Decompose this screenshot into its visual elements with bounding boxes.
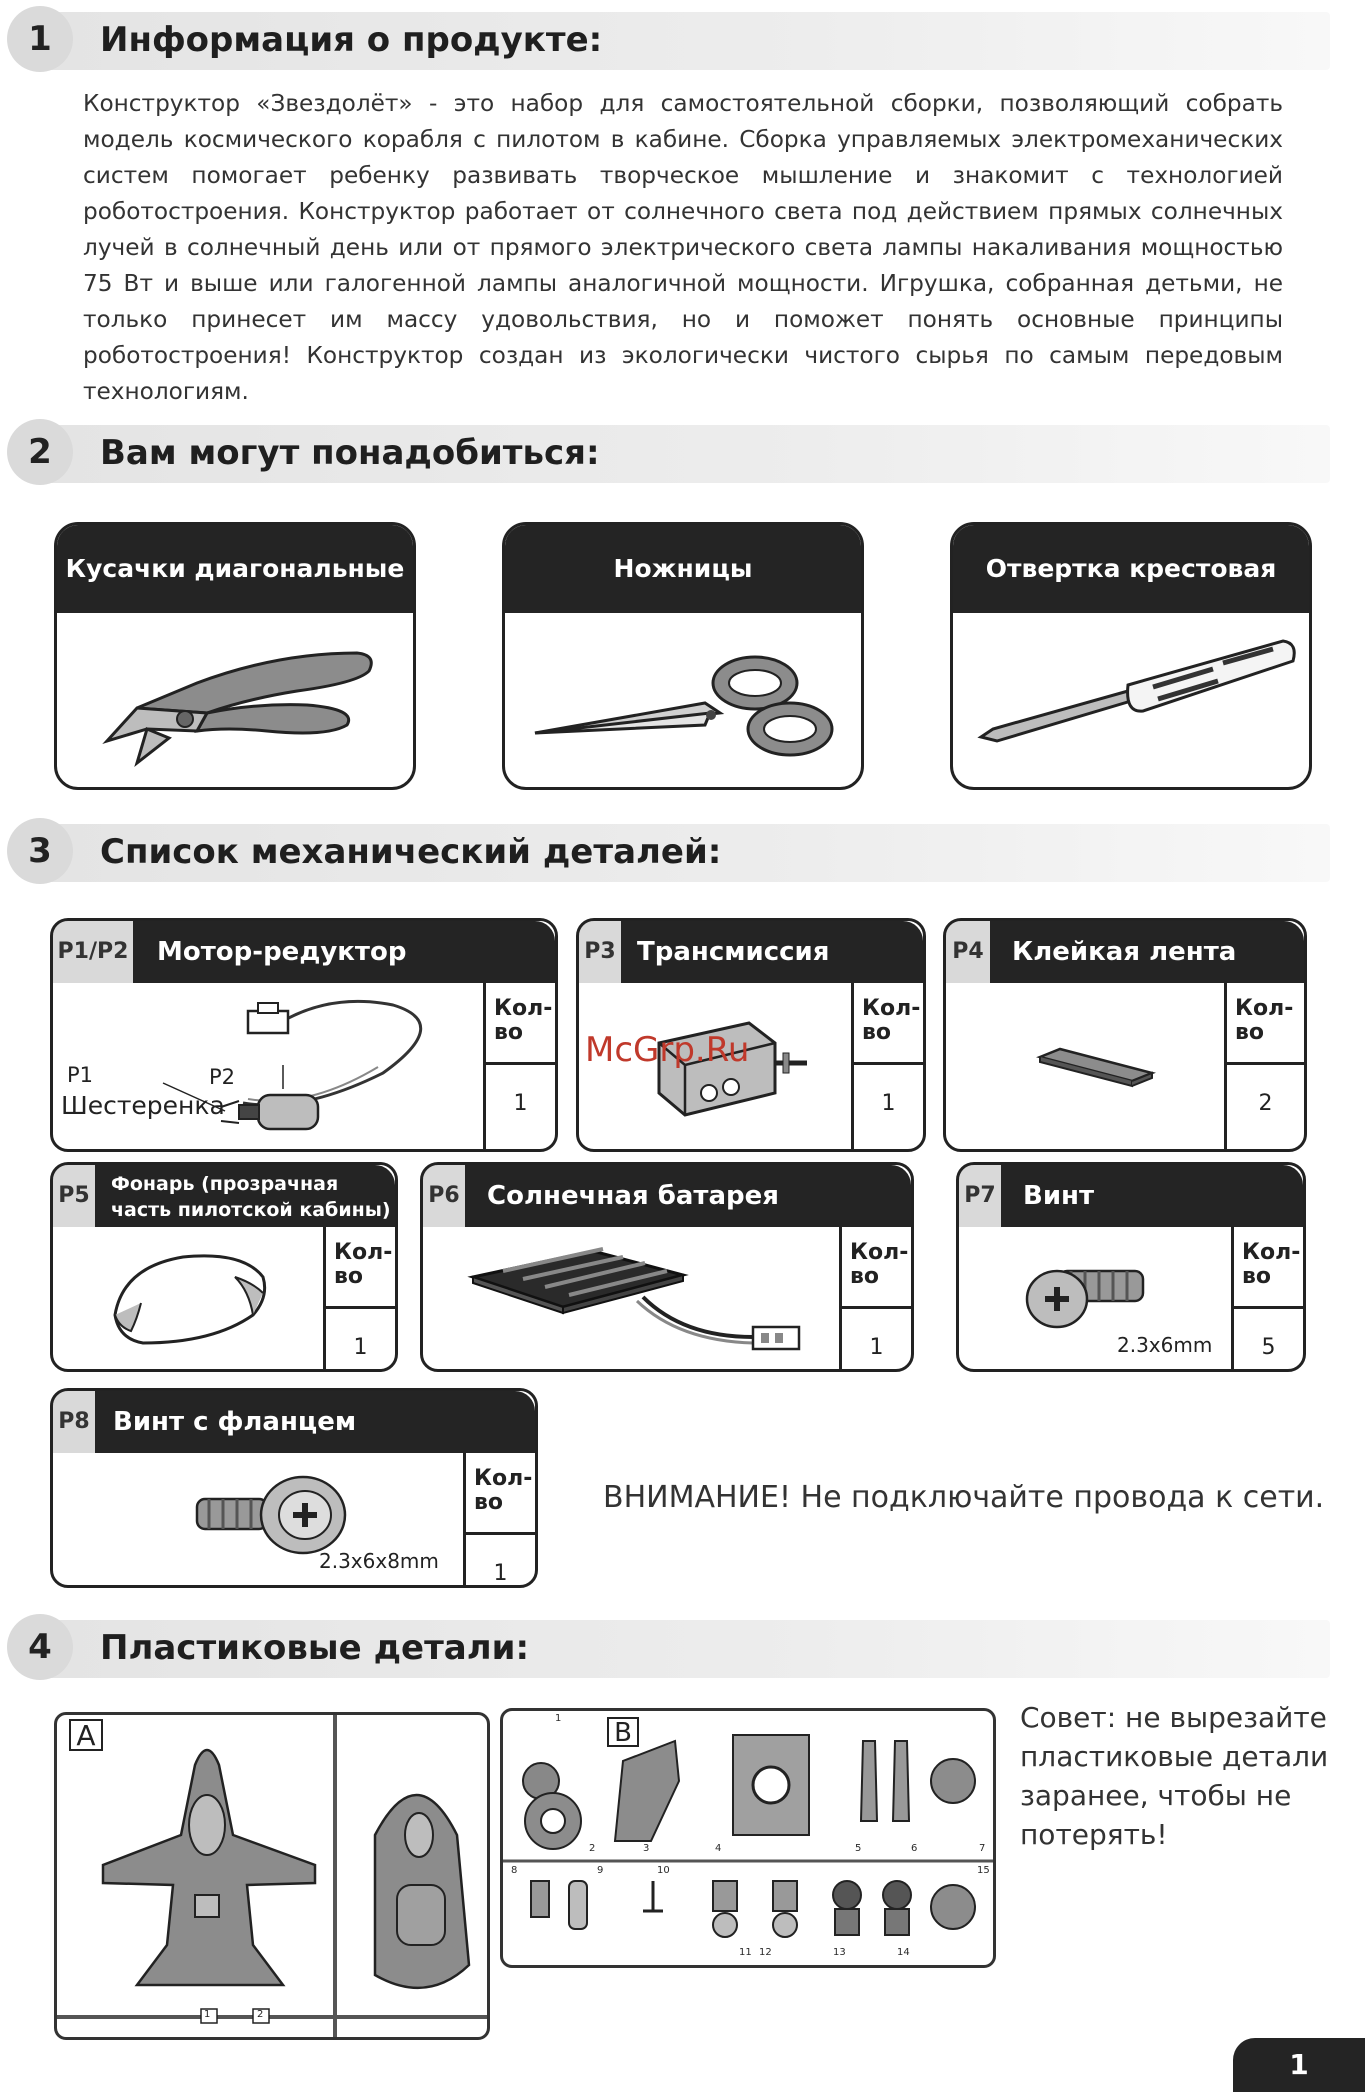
qty-value: 1 xyxy=(513,1091,528,1116)
qty-value: 5 xyxy=(1261,1335,1276,1360)
part-card-p4 xyxy=(943,918,1307,1152)
part-card-p8 xyxy=(50,1388,538,1588)
tool-card-scissors xyxy=(502,522,864,790)
cockpit-parts-icon xyxy=(503,1711,993,1965)
solar-panel-icon xyxy=(423,1227,839,1369)
part-name: Винт xyxy=(1023,1181,1095,1211)
tool-label: Отвертка крестовая xyxy=(953,525,1309,613)
part-name: Мотор-редуктор xyxy=(157,937,407,967)
section-4-header xyxy=(0,1614,1330,1680)
sprue-b xyxy=(500,1708,996,1968)
gear-motor-icon xyxy=(53,983,483,1149)
section-title: Вам могут понадобиться: xyxy=(100,433,600,473)
section-number: 2 xyxy=(7,419,73,485)
part-name-line2: часть пилотской кабины) xyxy=(111,1199,391,1221)
sprue-number: 9 xyxy=(597,1865,604,1876)
part-id: P1/P2 xyxy=(53,921,133,983)
warning-text: ВНИМАНИЕ! Не подключайте провода к сети. xyxy=(603,1480,1325,1515)
callout-gear: Шестеренка xyxy=(61,1091,225,1120)
product-description: Конструктор «Звездолёт» - это набор для самостоятельной сборки, позволяющий собрать модель космического корабля с пилотом в кабине. Сборка управляемых электромеханических систем помогает ребенку развивать творческое мышление и знакомит с технологией роботостроения. Конструктор работает от солнечного света под действием прямых солнечных лучей в солнечный день или от прямого электрического света лампы накаливания мощностью 75 Вт и выше или галогенной лампы аналогичной мощности. Игрушка, собранная детьми, не только принесет им массу удовольствия, но и поможет понять основные принципы роботостроения! Конструктор создан из экологически чистого сырья по самым передовым технологиям. xyxy=(83,90,1283,405)
sprue-number: 3 xyxy=(643,1843,650,1854)
callout-p1: P1 xyxy=(67,1063,94,1087)
sprue-number: 11 xyxy=(739,1947,752,1958)
part-card-p5 xyxy=(50,1162,398,1372)
part-id: P5 xyxy=(53,1165,95,1227)
qty-label: Кол-во xyxy=(1234,1227,1303,1309)
sprue-number: 5 xyxy=(855,1843,862,1854)
part-name: Винт с фланцем xyxy=(113,1407,357,1437)
spaceship-parts-icon xyxy=(57,1715,487,2037)
part-id: P6 xyxy=(423,1165,465,1227)
sprue-number: 10 xyxy=(657,1865,670,1876)
part-id: P3 xyxy=(579,921,621,983)
sprue-number: 2 xyxy=(589,1843,596,1854)
tip-text: Совет: не вырезайте пластиковые детали заранее, чтобы не потерять! xyxy=(1020,1701,1329,1851)
section-number: 4 xyxy=(7,1614,73,1680)
section-number: 3 xyxy=(7,818,73,884)
scissors-icon xyxy=(505,613,861,787)
sprue-number: 1 xyxy=(555,1713,562,1724)
screw-size: 2.3x6mm xyxy=(1117,1333,1213,1357)
sprue-number: 14 xyxy=(897,1947,910,1958)
screw-size: 2.3x6x8mm xyxy=(319,1549,439,1573)
section-2-header xyxy=(0,419,1330,485)
sprue-number: 6 xyxy=(911,1843,918,1854)
qty-label: Кол-во xyxy=(466,1453,535,1535)
part-name-line1: Фонарь (прозрачная xyxy=(111,1173,339,1195)
sprue-label: B xyxy=(607,1717,639,1747)
pliers-icon xyxy=(57,613,413,787)
part-id: P7 xyxy=(959,1165,1001,1227)
part-card-p6 xyxy=(420,1162,914,1372)
sprue-label: A xyxy=(69,1719,103,1751)
part-name: Трансмиссия xyxy=(637,937,830,967)
section-title: Список механический деталей: xyxy=(100,832,722,872)
part-card-p7 xyxy=(956,1162,1306,1372)
tool-label: Кусачки диагональные xyxy=(57,525,413,613)
qty-value: 1 xyxy=(869,1335,884,1360)
page-number: 1 xyxy=(1233,2038,1365,2092)
qty-label: Кол-во xyxy=(842,1227,911,1309)
section-title: Пластиковые детали: xyxy=(100,1628,530,1668)
sprue-number: 4 xyxy=(715,1843,722,1854)
part-name: Солнечная батарея xyxy=(487,1181,779,1211)
tool-label: Ножницы xyxy=(505,525,861,613)
qty-label: Кол-во xyxy=(326,1227,395,1309)
screwdriver-icon xyxy=(953,613,1309,787)
tool-card-pliers xyxy=(54,522,416,790)
qty-label: Кол-во xyxy=(1227,983,1304,1065)
qty-value: 2 xyxy=(1258,1091,1273,1116)
part-id: P8 xyxy=(53,1391,95,1453)
watermark: McGrp.Ru xyxy=(585,1030,750,1070)
tool-card-screwdriver xyxy=(950,522,1312,790)
qty-label: Кол-во xyxy=(854,983,923,1065)
sprue-number: 7 xyxy=(979,1843,986,1854)
qty-label: Кол-во xyxy=(486,983,555,1065)
section-3-header xyxy=(0,818,1330,884)
qty-value: 1 xyxy=(353,1335,368,1360)
adhesive-tape-icon xyxy=(946,983,1214,1149)
qty-value: 1 xyxy=(881,1091,896,1116)
section-number: 1 xyxy=(7,6,73,72)
part-id: P4 xyxy=(946,921,990,983)
part-card-p1p2 xyxy=(50,918,558,1152)
sprue-number: 2 xyxy=(257,2009,264,2020)
qty-value: 1 xyxy=(493,1561,508,1586)
section-title: Информация о продукте: xyxy=(100,20,603,60)
part-name: Клейкая лента xyxy=(1012,937,1237,967)
sprue-number: 15 xyxy=(977,1865,990,1876)
sprue-a xyxy=(54,1712,490,2040)
sprue-number: 1 xyxy=(204,2009,211,2020)
sprue-number: 12 xyxy=(759,1947,772,1958)
section-1-header xyxy=(0,6,1330,72)
sprue-number: 13 xyxy=(833,1947,846,1958)
callout-p2: P2 xyxy=(209,1065,236,1089)
sprue-number: 8 xyxy=(511,1865,518,1876)
canopy-icon xyxy=(53,1227,323,1369)
